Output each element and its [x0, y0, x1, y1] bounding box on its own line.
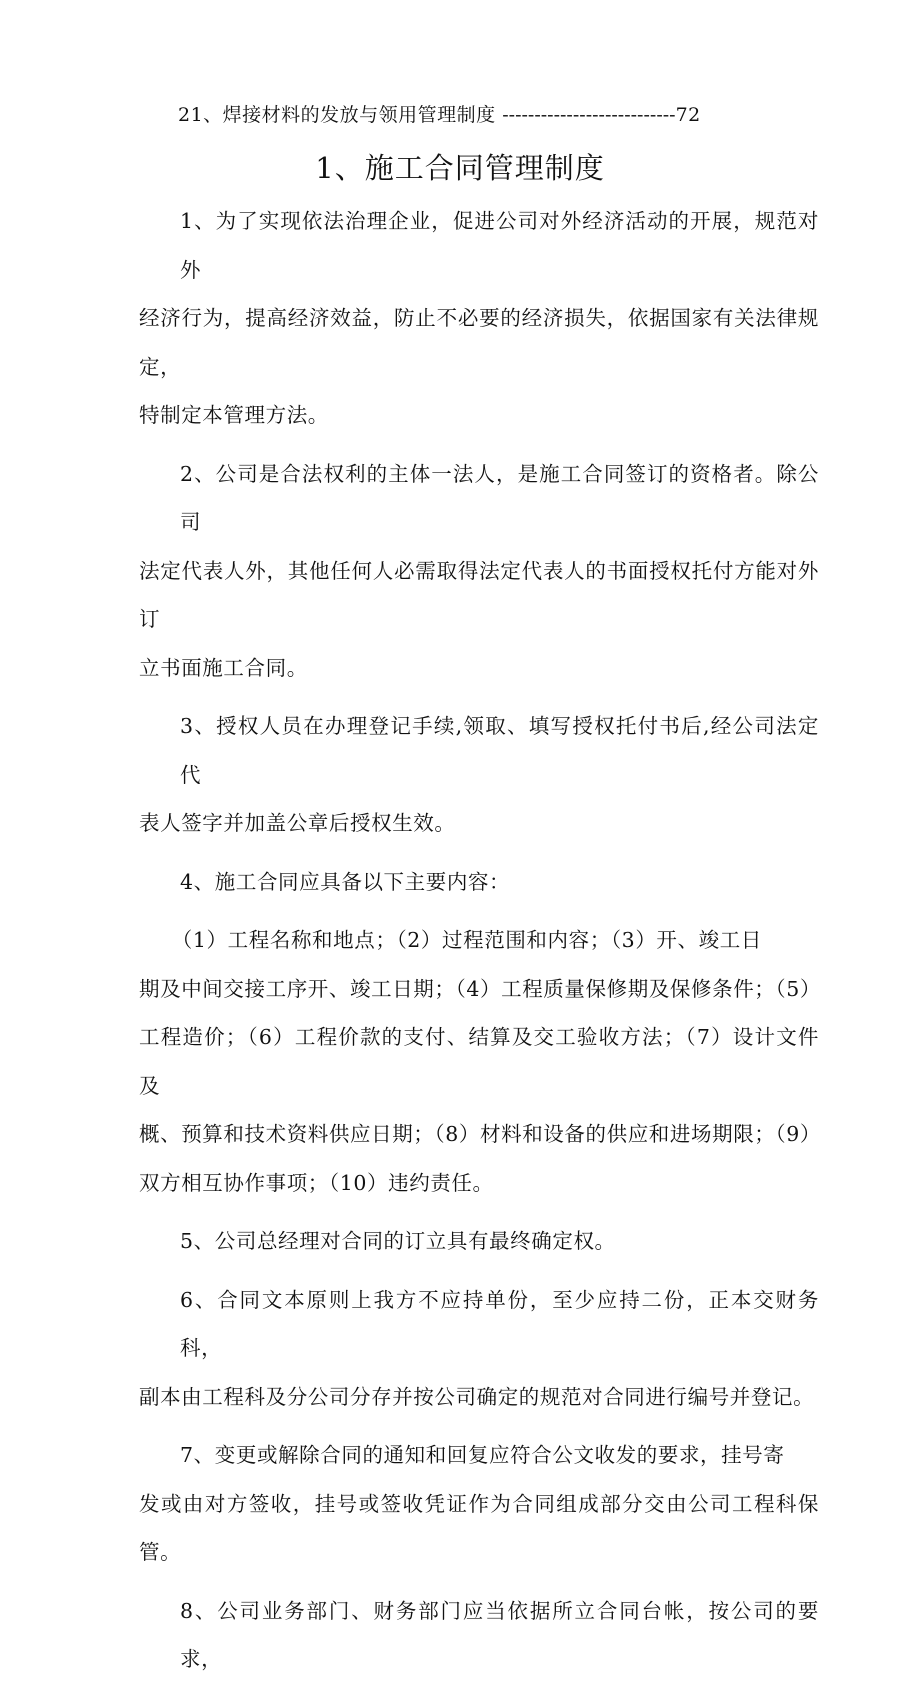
paragraph-contents-list: [139, 916, 819, 1207]
paragraph-line: 发或由对方签收，挂号或签收凭证作为合同组成部分交由公司工程科保管。: [139, 1491, 819, 1564]
paragraph-line: 6、合同文本原则上我方不应持单份，至少应持二份，正本交财务科，: [180, 1287, 819, 1360]
paragraph-2: [139, 450, 819, 693]
paragraph-line: 立书面施工合同。: [139, 655, 308, 680]
paragraph-1: [139, 197, 819, 440]
paragraph-5: [139, 1217, 819, 1266]
toc-entry: [178, 100, 828, 130]
paragraph-line: 概、预算和技术资料供应日期；（8）材料和设备的供应和进场期限；（9）: [139, 1122, 821, 1146]
paragraph-line: 8、公司业务部门、财务部门应当依据所立合同台帐，按公司的要求，: [180, 1598, 819, 1671]
paragraph-line: 副本由工程科及分公司分存并按公司确定的规范对合同进行编号并登记。: [139, 1384, 815, 1409]
paragraph-line: 经济行为，提高经济效益，防止不必要的经济损失，依据国家有关法律规定，: [139, 306, 819, 379]
section-title: 1、施工合同管理制度: [315, 151, 605, 185]
paragraph-line: 7、变更或解除合同的通知和回复应符合公文收发的要求，挂号寄: [180, 1443, 785, 1467]
paragraph-7: [139, 1431, 819, 1577]
paragraph-line: 3、授权人员在办理登记手续,领取、填写授权托付书后,经公司法定代: [180, 714, 819, 787]
toc-page-number: 72: [675, 104, 701, 126]
paragraph-3: [139, 702, 819, 848]
paragraph-line: 法定代表人外，其他任何人必需取得法定代表人的书面授权托付方能对外订: [139, 558, 819, 631]
paragraph-4: [139, 858, 819, 907]
paragraph-line: （1）工程名称和地点；（2）过程范围和内容；（3）开、竣工日: [171, 928, 762, 952]
paragraph-6: [139, 1276, 819, 1422]
paragraph-line: 工程造价；（6）工程价款的支付、结算及交工验收方法；（7）设计文件及: [139, 1025, 819, 1098]
paragraph-line: 表人签字并加盖公章后授权生效。: [139, 811, 456, 835]
document-body: [139, 197, 819, 1694]
paragraph-line: 2、公司是合法权利的主体一法人，是施工合同签订的资格者。除公司: [180, 461, 819, 534]
paragraph-line: 4、施工合同应具备以下主要内容：: [180, 869, 511, 894]
paragraph-line: 5、公司总经理对合同的订立具有最终确定权。: [180, 1229, 616, 1253]
paragraph-line: 双方相互协作事项；（10）违约责任。: [139, 1170, 494, 1195]
toc-entry-text: 21、焊接材料的发放与领用管理制度: [178, 104, 496, 126]
toc-leader: ---------------------------: [502, 104, 676, 126]
paragraph-line: 期及中间交接工序开、竣工日期；（4）工程质量保修期及保修条件；（5）: [139, 976, 821, 1001]
paragraph-line: 1、为了实现依法治理企业，促进公司对外经济活动的开展，规范对外: [180, 209, 819, 282]
paragraph-line: 特制定本管理方法。: [139, 403, 329, 427]
paragraph-8: [139, 1587, 819, 1684]
